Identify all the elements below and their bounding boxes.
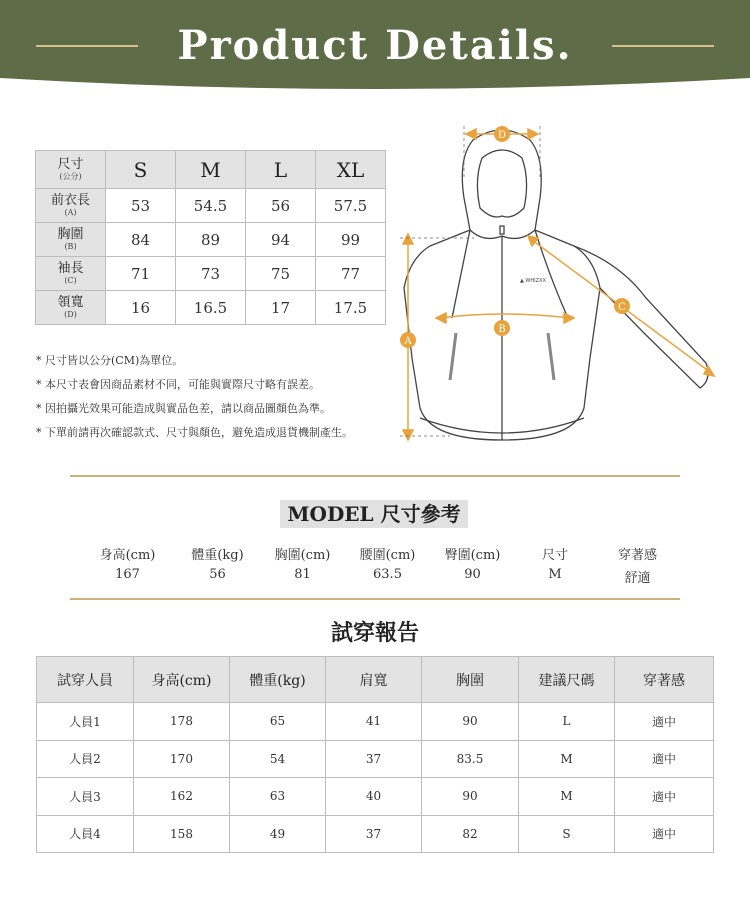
report-header: 試穿人員 <box>37 657 134 703</box>
right-pocket <box>548 333 554 380</box>
divider <box>70 475 680 477</box>
report-header: 體重(kg) <box>230 657 326 703</box>
page-title: Product Details. <box>177 22 573 69</box>
measure-b-line <box>440 314 570 318</box>
report-cell: 82 <box>422 815 519 853</box>
measure-b-arrow <box>564 313 574 323</box>
measure-c-arrow <box>528 236 538 246</box>
report-cell: 適中 <box>615 703 714 741</box>
row-label: 胸圍 (B) <box>36 223 106 257</box>
report-title: 試穿報告 <box>330 620 419 646</box>
size-cell: 84 <box>106 223 176 257</box>
size-cell: 89 <box>176 223 246 257</box>
report-cell: 適中 <box>615 740 714 778</box>
seam <box>535 230 568 318</box>
zipper-pull <box>500 226 504 234</box>
size-cell: 94 <box>246 223 316 257</box>
divider <box>70 598 680 600</box>
report-cell: 適中 <box>615 815 714 853</box>
size-cell: 17.5 <box>316 291 386 325</box>
hood-opening <box>477 150 526 217</box>
report-cell: L <box>519 703 615 741</box>
marker-d-label: D <box>497 130 507 141</box>
model-header: 身高(cm) <box>99 548 156 563</box>
report-cell: 178 <box>134 703 230 741</box>
report-cell: 41 <box>326 703 422 741</box>
table-row <box>37 703 714 741</box>
report-header: 肩寬 <box>326 657 422 703</box>
report-cell: 170 <box>134 740 230 778</box>
report-cell: 人員4 <box>37 815 134 853</box>
report-cell: 49 <box>230 815 326 853</box>
model-header: 臀圍(cm) <box>444 548 501 563</box>
model-headers <box>80 544 680 563</box>
brand-logo: ▲ WHIZXX <box>520 278 546 284</box>
report-header: 建議尺碼 <box>519 657 615 703</box>
note-line: * 因拍攝光效果可能造成與實品色差，請以商品圖顏色為準。 <box>36 402 331 415</box>
size-row-front-length <box>36 189 386 223</box>
size-cell: 16.5 <box>176 291 246 325</box>
model-header: 穿著感 <box>617 548 657 563</box>
size-table-corner: 尺寸 (公分) <box>36 151 106 189</box>
table-row <box>37 815 714 853</box>
measure-d-arrow <box>528 129 538 139</box>
size-cell: 57.5 <box>316 189 386 223</box>
report-cell: 90 <box>422 703 519 741</box>
size-cell: 56 <box>246 189 316 223</box>
report-cell: 37 <box>326 740 422 778</box>
report-cell: 63 <box>230 778 326 816</box>
model-value: 舒適 <box>624 571 651 586</box>
size-cell: 17 <box>246 291 316 325</box>
size-table-header-row <box>36 151 386 189</box>
size-cell: 99 <box>316 223 386 257</box>
hood-outline <box>462 130 541 238</box>
report-header: 胸圍 <box>422 657 519 703</box>
size-row-chest <box>36 223 386 257</box>
report-cell: 158 <box>134 815 230 853</box>
size-header-xl: XL <box>316 151 386 189</box>
report-cell: M <box>519 740 615 778</box>
model-value: 56 <box>209 567 226 582</box>
model-value: M <box>548 567 562 582</box>
size-header-l: L <box>246 151 316 189</box>
size-cell: 77 <box>316 257 386 291</box>
report-cell: 40 <box>326 778 422 816</box>
header-banner <box>0 0 750 95</box>
report-cell: 65 <box>230 703 326 741</box>
jacket-diagram <box>390 118 730 448</box>
size-cell: 53 <box>106 189 176 223</box>
note-line: * 下單前請再次確認款式、尺寸與顏色，避免造成退貨機制產生。 <box>36 426 353 439</box>
note-line: * 本尺寸表會因商品素材不同，可能與實際尺寸略有誤差。 <box>36 378 320 391</box>
size-row-collar <box>36 291 386 325</box>
fitting-report-table <box>36 656 714 853</box>
marker-b-label: B <box>498 324 506 335</box>
sleeve-outline <box>574 246 708 388</box>
measure-a-arrow <box>403 234 413 244</box>
row-label: 領寬 (D) <box>36 291 106 325</box>
measure-a-arrow <box>403 430 413 440</box>
size-cell: 73 <box>176 257 246 291</box>
report-header: 身高(cm) <box>134 657 230 703</box>
marker-a-label: A <box>404 336 412 347</box>
model-values <box>80 567 680 586</box>
report-cell: 37 <box>326 815 422 853</box>
size-cell: 75 <box>246 257 316 291</box>
marker-c-label: C <box>618 302 626 313</box>
report-header-row <box>37 657 714 703</box>
report-cell: 適中 <box>615 778 714 816</box>
report-header: 穿著感 <box>615 657 714 703</box>
size-cell: 54.5 <box>176 189 246 223</box>
measure-c-arrow <box>704 366 714 376</box>
row-label: 袖長 (C) <box>36 257 106 291</box>
model-header: 體重(kg) <box>191 548 244 563</box>
model-value: 90 <box>464 567 481 582</box>
note-line: * 尺寸皆以公分(CM)為單位。 <box>36 354 184 367</box>
size-cell: 16 <box>106 291 176 325</box>
report-cell: 人員3 <box>37 778 134 816</box>
report-cell: 54 <box>230 740 326 778</box>
model-header: 腰圍(cm) <box>359 548 416 563</box>
size-table <box>35 150 386 325</box>
size-notes <box>36 352 353 448</box>
report-cell: 人員2 <box>37 740 134 778</box>
model-header: 尺寸 <box>541 548 568 563</box>
row-label: 前衣長 (A) <box>36 189 106 223</box>
model-header: 胸圍(cm) <box>274 548 331 563</box>
model-value: 63.5 <box>373 567 402 582</box>
measure-d-arrow <box>466 129 476 139</box>
report-cell: 90 <box>422 778 519 816</box>
left-pocket <box>450 333 456 380</box>
report-cell: 83.5 <box>422 740 519 778</box>
model-value: 167 <box>115 567 140 582</box>
size-header-m: M <box>176 151 246 189</box>
model-title: MODEL 尺寸參考 <box>280 500 468 528</box>
table-row <box>37 778 714 816</box>
seam <box>452 230 470 318</box>
size-header-s: S <box>106 151 176 189</box>
report-cell: M <box>519 778 615 816</box>
measure-b-arrow <box>436 313 446 323</box>
report-cell: S <box>519 815 615 853</box>
report-cell: 人員1 <box>37 703 134 741</box>
table-row <box>37 740 714 778</box>
size-cell: 71 <box>106 257 176 291</box>
size-row-sleeve <box>36 257 386 291</box>
model-value: 81 <box>294 567 311 582</box>
report-cell: 162 <box>134 778 230 816</box>
